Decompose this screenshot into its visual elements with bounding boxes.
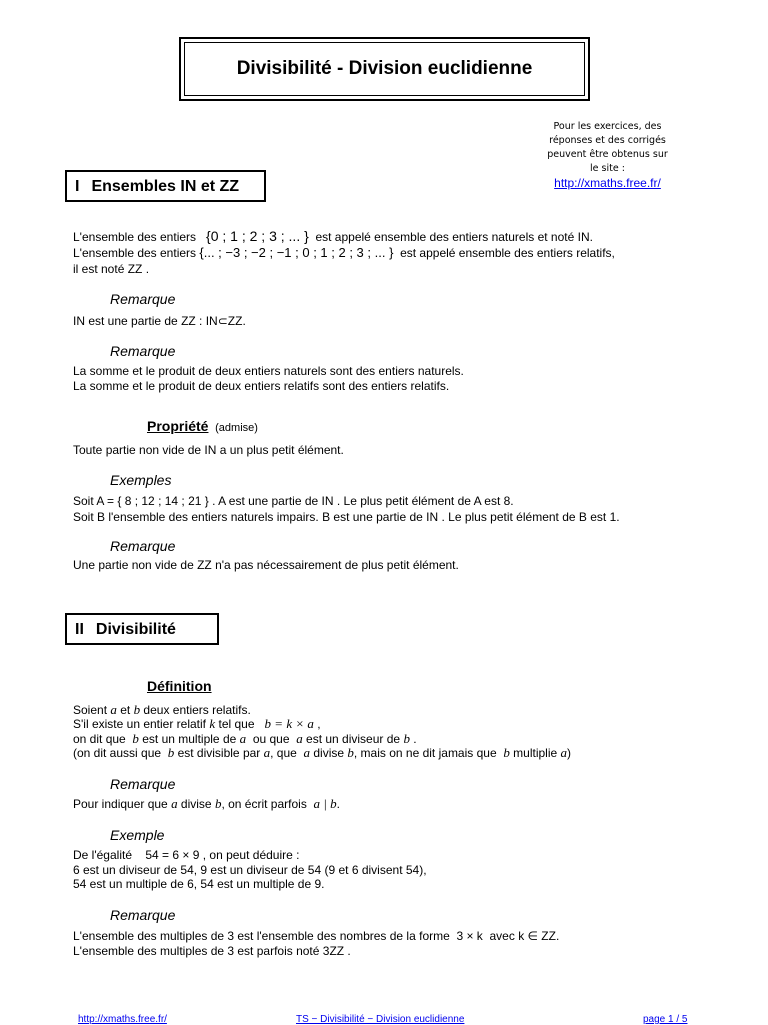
- footer-page-number: page 1 / 5: [643, 1014, 688, 1025]
- section-1-title: Ensembles IN et ZZ: [91, 178, 240, 195]
- remark-heading: Remarque: [110, 343, 176, 359]
- footer-title: TS − Divisibilité − Division euclidienne: [296, 1014, 465, 1025]
- property-text: Toute partie non vide de IN a un plus petit élément.: [73, 443, 344, 457]
- side-note-line: le site :: [590, 163, 625, 174]
- paragraph-relatives-notation: il est noté ZZ .: [73, 262, 150, 276]
- definition-heading: Définition: [147, 678, 212, 694]
- remark-text: Une partie non vide de ZZ n'a pas nécessairement de plus petit élément.: [73, 558, 459, 572]
- paragraph-naturals: L'ensemble des entiers {0 ; 1 ; 2 ; 3 ; ... } est appelé ensemble des entiers naturels et noté IN.: [73, 228, 593, 244]
- remark-text: La somme et le produit de deux entiers naturels sont des entiers naturels.: [73, 364, 464, 378]
- footer-link[interactable]: http://xmaths.free.fr/: [78, 1014, 167, 1025]
- definition-line: Soient a et b deux entiers relatifs.: [73, 702, 251, 717]
- paragraph-relatives: L'ensemble des entiers {... ; −3 ; −2 ; −1 ; 0 ; 1 ; 2 ; 3 ; ... } est appelé ensemble des entiers relatifs,: [73, 245, 615, 260]
- remark-text: L'ensemble des multiples de 3 est l'ensemble des nombres de la forme 3 × k avec k ∈ ZZ.: [73, 929, 560, 943]
- title-box: [179, 37, 590, 101]
- remark-text: Pour indiquer que a divise b, on écrit parfois a | b.: [73, 796, 340, 811]
- remark-text: La somme et le produit de deux entiers relatifs sont des entiers relatifs.: [73, 379, 450, 393]
- remark-heading: Remarque: [110, 907, 176, 923]
- definition-line: (on dit aussi que b est divisible par a, que a divise b, mais on ne dit jamais que b multiplie a): [73, 745, 572, 760]
- definition-line: on dit que b est un multiple de a ou que a est un diviseur de b .: [73, 731, 417, 746]
- section-2-title: Divisibilité: [95, 621, 176, 638]
- example-text: Soit B l'ensemble des entiers naturels impairs. B est une partie de IN . Le plus petit élément de B est 1.: [73, 510, 620, 524]
- definition-line: S'il existe un entier relatif k tel que b = k × a ,: [73, 716, 321, 731]
- example-heading: Exemple: [110, 827, 165, 843]
- remark-text: L'ensemble des multiples de 3 est parfois noté 3ZZ .: [73, 944, 351, 958]
- section-1-heading: [65, 170, 266, 202]
- remark-text: IN est une partie de ZZ : IN⊂ZZ.: [73, 314, 246, 328]
- property-heading: Propriété (admise): [147, 418, 258, 434]
- site-link[interactable]: http://xmaths.free.fr/: [554, 176, 661, 190]
- side-note: [530, 120, 685, 192]
- side-note-line: réponses et des corrigés: [549, 135, 666, 146]
- page-title: Divisibilité - Division euclidienne: [184, 42, 585, 96]
- example-text: Soit A = { 8 ; 12 ; 14 ; 21 } . A est une partie de IN . Le plus petit élément de A est 8.: [73, 494, 514, 508]
- example-text: 6 est un diviseur de 54, 9 est un diviseur de 54 (9 et 6 divisent 54),: [73, 863, 427, 877]
- example-text: De l'égalité 54 = 6 × 9 , on peut déduire :: [73, 848, 300, 862]
- remark-heading: Remarque: [110, 291, 176, 307]
- side-note-line: peuvent être obtenus sur: [547, 149, 668, 160]
- section-2-number: II: [75, 621, 84, 638]
- side-note-line: Pour les exercices, des: [553, 121, 662, 132]
- examples-heading: Exemples: [110, 472, 172, 488]
- section-1-number: I: [75, 178, 80, 195]
- example-text: 54 est un multiple de 6, 54 est un multiple de 9.: [73, 877, 325, 891]
- section-2-heading: [65, 613, 219, 645]
- remark-heading: Remarque: [110, 776, 176, 792]
- remark-heading: Remarque: [110, 538, 176, 554]
